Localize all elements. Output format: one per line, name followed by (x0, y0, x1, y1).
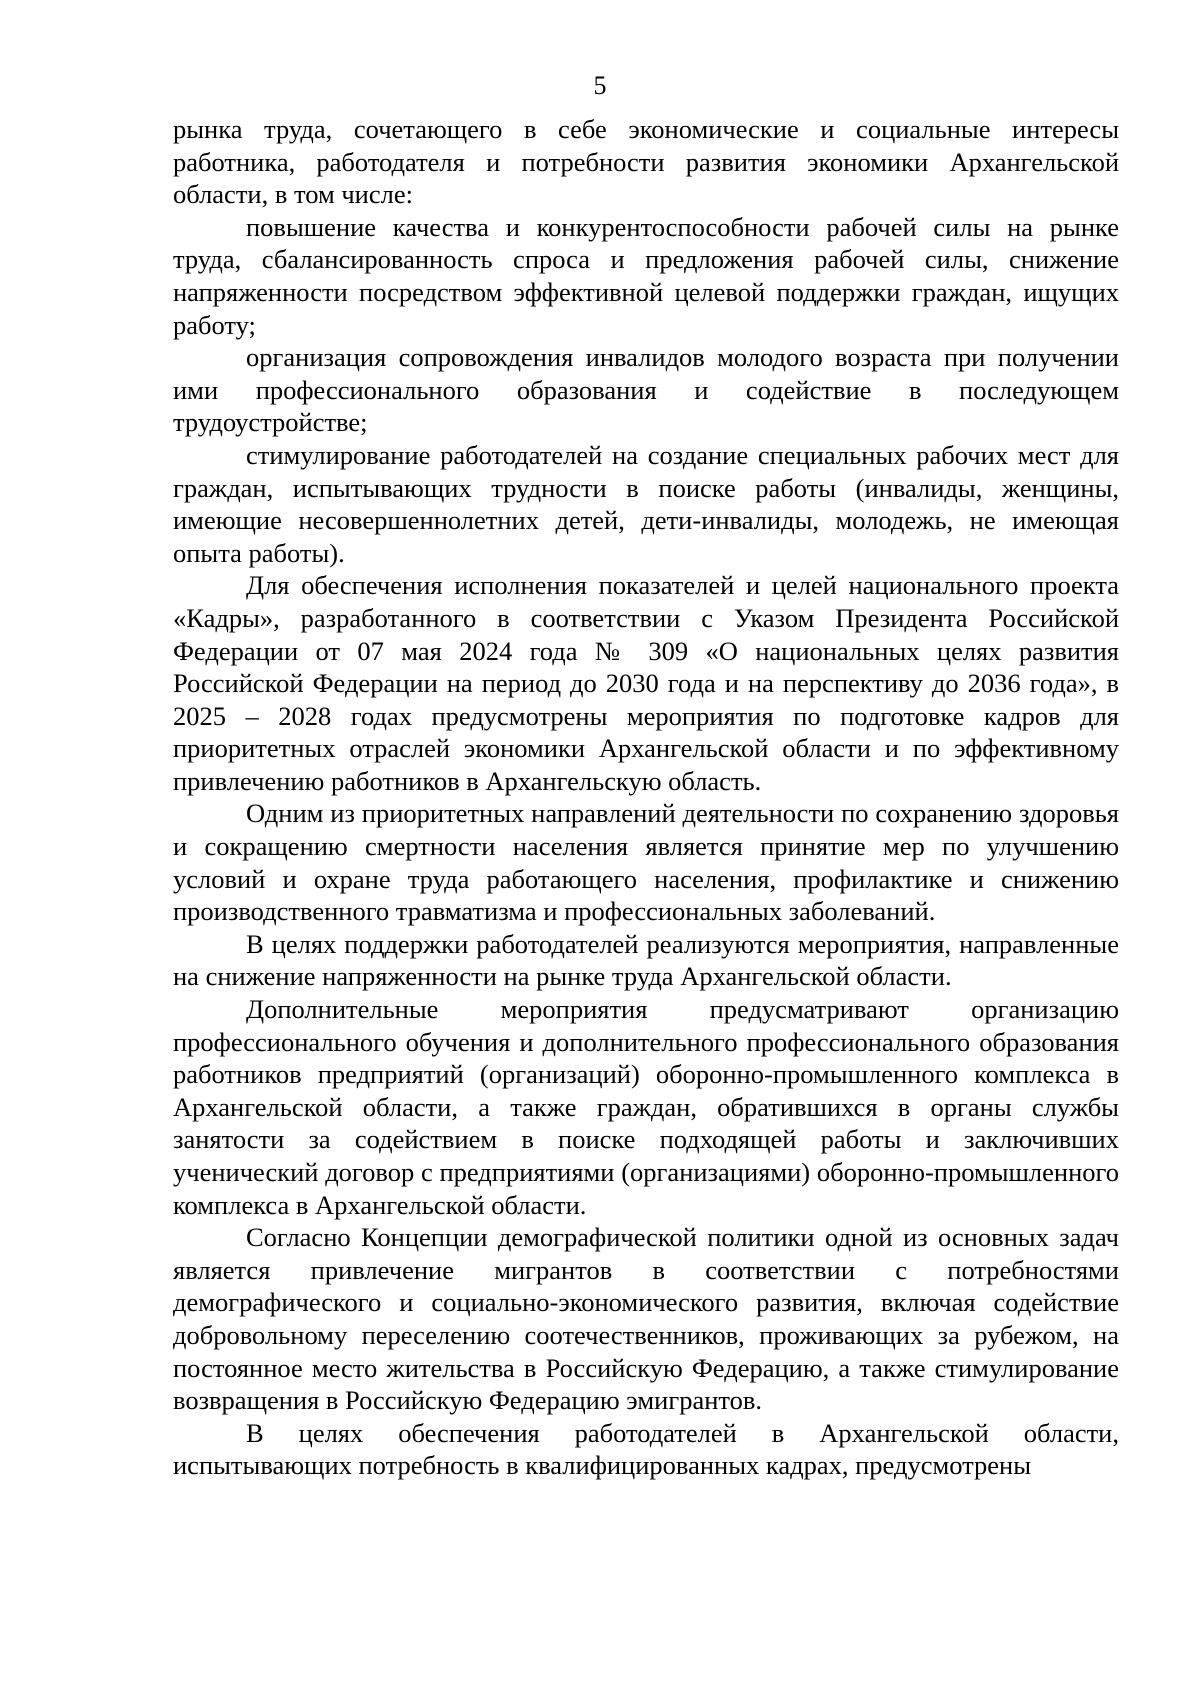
paragraph: Одним из приоритетных направлений деятельности по сохранению здоровья и сокращению смертности населения является принятие мер по улучшению условий и охране труда работающего населения, профилактике и снижению производственного травматизма и профессиональных заболеваний. (173, 798, 1119, 927)
paragraph: организация сопровождения инвалидов молодого возраста при получении ими профессионального образования и содействие в последующем трудоустройстве; (173, 342, 1119, 438)
paragraph: Согласно Концепции демографической политики одной из основных задач является привлечение мигрантов в соответствии с потребностями демографического и социально-экономического развития, включая содействие добровольному переселению соотечественников, проживающих за рубежом, на постоянное место жительства в Российскую Федерацию, а также стимулирование возвращения в Российскую Федерацию эмигрантов. (173, 1222, 1119, 1416)
paragraph: повышение качества и конкурентоспособности рабочей силы на рынке труда, сбалансированность спроса и предложения рабочей силы, снижение напряженности посредством эффективной целевой поддержки граждан, ищущих работу; (173, 211, 1119, 340)
paragraph: В целях обеспечения работодателей в Архангельской области, испытывающих потребность в квалифицированных кадрах, предусмотрены (173, 1417, 1119, 1481)
paragraph: Для обеспечения исполнения показателей и целей национального проекта «Кадры», разработанного в соответствии с Указом Президента Российской Федерации от 07 мая 2024 года № 309 «О национальных целях развития Российской Федерации на период до 2030 года и на перспективу до 2036 года», в 2025 – 2028 годах предусмотрены мероприятия по подготовке кадров для приоритетных отраслей экономики Архангельской области и по эффективному привлечению работников в Архангельскую область. (173, 570, 1119, 796)
page-number: 5 (593, 71, 607, 100)
document-body (173, 113, 1119, 1482)
paragraph: стимулирование работодателей на создание специальных рабочих мест для граждан, испытывающих трудности в поиске работы (инвалиды, женщины, имеющие несовершеннолетних детей, дети-инвалиды, молодежь, не имеющая опыта работы). (173, 439, 1119, 568)
paragraph: Дополнительные мероприятия предусматривают организацию профессионального обучения и дополнительного профессионального образования работников предприятий (организаций) оборонно-промышленного комплекса в Архангельской области, а также граждан, обратившихся в органы службы занятости за содействием в поиске подходящей работы и заключивших ученический договор с предприятиями (организациями) оборонно-промышленного комплекса в Архангельской области. (173, 994, 1119, 1220)
paragraph-continuation: рынка труда, сочетающего в себе экономические и социальные интересы работника, работодателя и потребности развития экономики Архангельской области, в том числе: (173, 114, 1119, 210)
paragraph: В целях поддержки работодателей реализуются мероприятия, направленные на снижение напряженности на рынке труда Архангельской области. (173, 928, 1119, 992)
